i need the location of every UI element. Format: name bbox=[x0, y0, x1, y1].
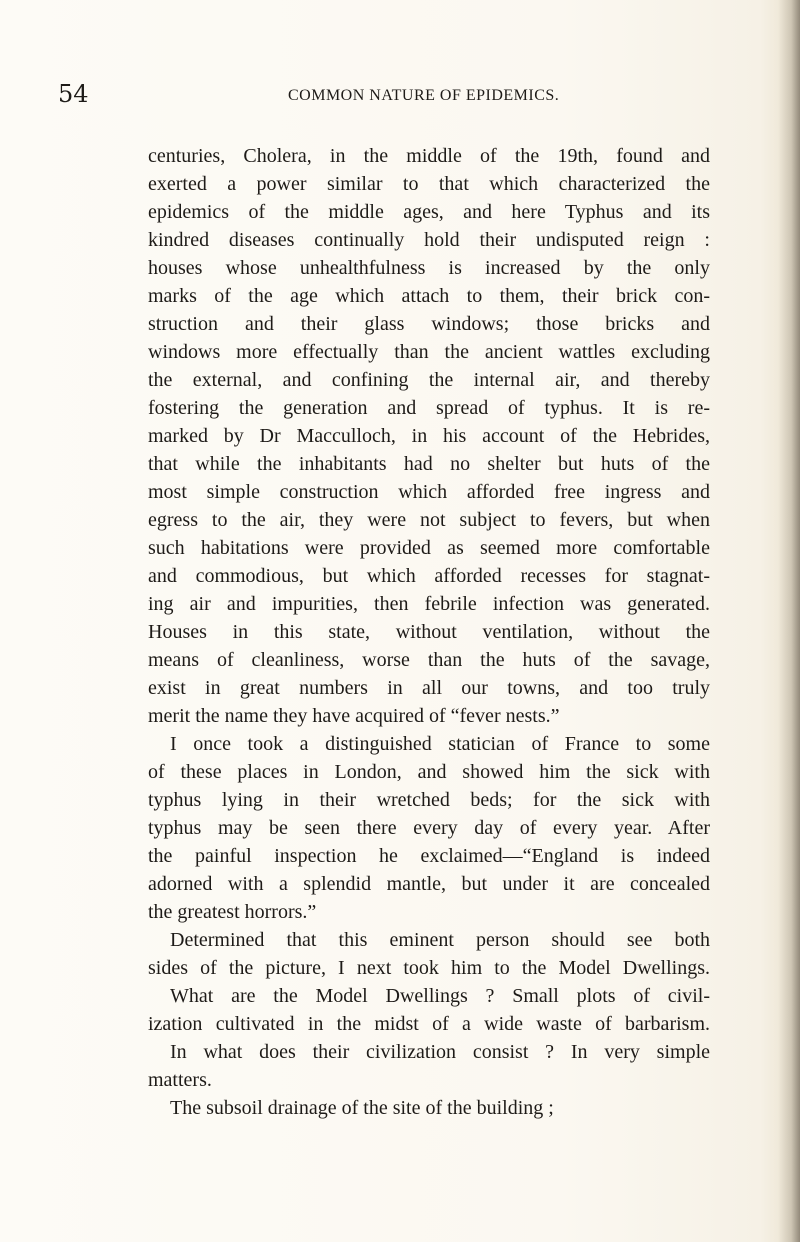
text-line: kindred diseases continually hold their undisputed reign : bbox=[148, 229, 710, 251]
text-line: fostering the generation and spread of typhus. It is re- bbox=[148, 397, 710, 419]
text-line: sides of the picture, I next took him to the Model Dwellings. bbox=[148, 957, 710, 979]
text-line: means of cleanliness, worse than the huts of the savage, bbox=[148, 649, 710, 671]
text-line: epidemics of the middle ages, and here Typhus and its bbox=[148, 201, 710, 223]
text-line: marks of the age which attach to them, their brick con- bbox=[148, 285, 710, 307]
text-line: ization cultivated in the midst of a wide waste of barbarism. bbox=[148, 1013, 710, 1035]
text-line: The subsoil drainage of the site of the building ; bbox=[170, 1097, 554, 1119]
text-line: the external, and confining the internal air, and thereby bbox=[148, 369, 710, 391]
text-line: matters. bbox=[148, 1069, 212, 1091]
text-line: exist in great numbers in all our towns, and too truly bbox=[148, 677, 710, 699]
text-line: exerted a power similar to that which characterized the bbox=[148, 173, 710, 195]
text-line: typhus may be seen there every day of every year. After bbox=[148, 817, 710, 839]
text-line: and commodious, but which afforded recesses for stagnat- bbox=[148, 565, 710, 587]
text-line: ing air and impurities, then febrile infection was generated. bbox=[148, 593, 710, 615]
text-line: I once took a distinguished statician of France to some bbox=[170, 733, 710, 755]
text-line: of these places in London, and showed him the sick with bbox=[148, 761, 710, 783]
text-line: most simple construction which afforded free ingress and bbox=[148, 481, 710, 503]
text-line: such habitations were provided as seemed more comfortable bbox=[148, 537, 710, 559]
text-line: struction and their glass windows; those bricks and bbox=[148, 313, 710, 335]
text-line: the painful inspection he exclaimed—“England is indeed bbox=[148, 845, 710, 867]
text-line: merit the name they have acquired of “fever nests.” bbox=[148, 705, 560, 727]
page-edge-shadow bbox=[778, 0, 800, 1242]
body-text bbox=[148, 142, 710, 1122]
text-line: that while the inhabitants had no shelter but huts of the bbox=[148, 453, 710, 475]
text-line: typhus lying in their wretched beds; for the sick with bbox=[148, 789, 710, 811]
text-line: houses whose unhealthfulness is increased by the only bbox=[148, 257, 710, 279]
text-line: What are the Model Dwellings ? Small plots of civil- bbox=[170, 985, 710, 1007]
text-line: centuries, Cholera, in the middle of the 19th, found and bbox=[148, 145, 710, 167]
running-head: COMMON NATURE OF EPIDEMICS. bbox=[288, 87, 560, 104]
text-line: In what does their civilization consist ? In very simple bbox=[170, 1041, 710, 1063]
text-line: egress to the air, they were not subject to fevers, but when bbox=[148, 509, 710, 531]
page-number: 54 bbox=[58, 80, 89, 108]
text-line: the greatest horrors.” bbox=[148, 901, 317, 923]
text-line: marked by Dr Macculloch, in his account of the Hebrides, bbox=[148, 425, 710, 447]
text-line: adorned with a splendid mantle, but under it are concealed bbox=[148, 873, 710, 895]
text-line: windows more effectually than the ancient wattles excluding bbox=[148, 341, 710, 363]
text-line: Houses in this state, without ventilation, without the bbox=[148, 621, 710, 643]
page-header bbox=[58, 80, 678, 120]
text-line: Determined that this eminent person should see both bbox=[170, 929, 710, 951]
